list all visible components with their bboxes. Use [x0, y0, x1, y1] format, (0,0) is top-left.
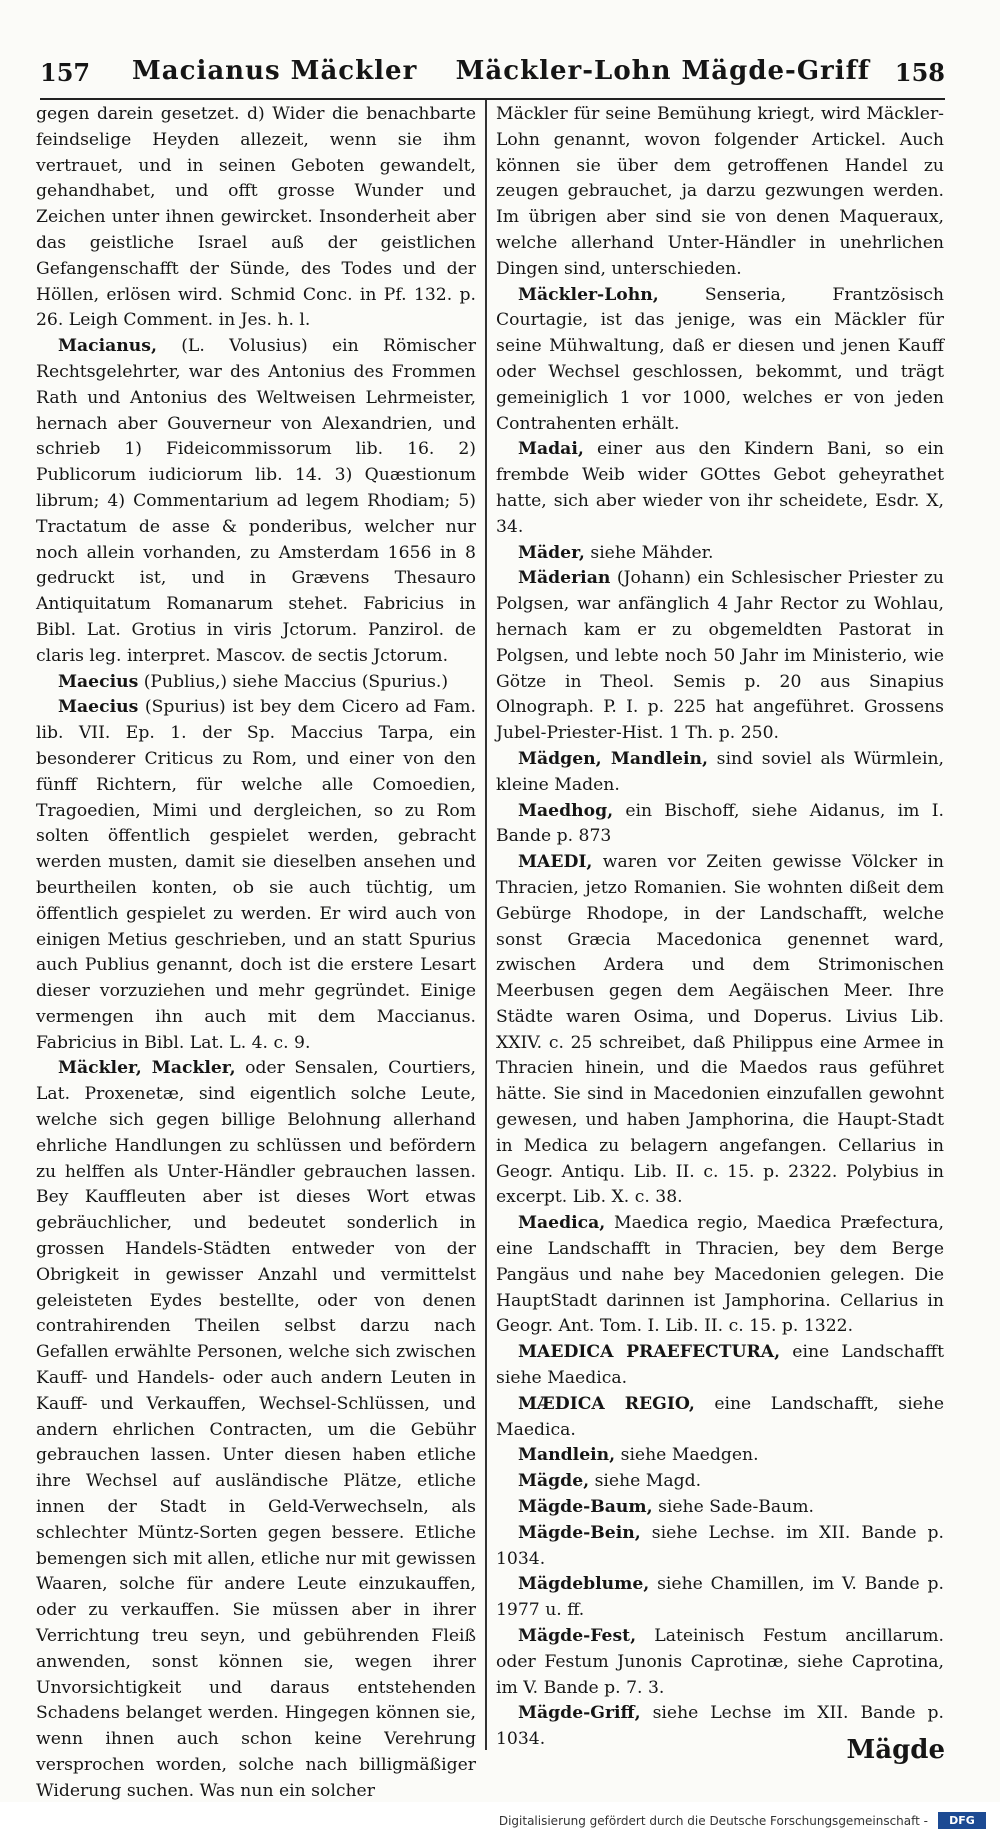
dictionary-entry	[496, 1495, 944, 1521]
dictionary-entry	[496, 1469, 944, 1495]
entry-headword: Macianus,	[58, 336, 157, 357]
dictionary-entry	[36, 670, 476, 696]
page-number-left: 157	[40, 58, 91, 87]
entry-headword: Maedica,	[518, 1213, 606, 1234]
dictionary-entry	[36, 695, 476, 1056]
entry-headword: MAEDI,	[518, 852, 593, 873]
entry-headword: Mägde-Fest,	[518, 1626, 637, 1647]
digitization-footer	[0, 1802, 1000, 1836]
dictionary-entry	[496, 1521, 944, 1573]
entry-headword: Mägde,	[518, 1471, 590, 1492]
entry-headword: Mädgen, Mandlein,	[518, 748, 708, 769]
catchword: Mägde	[846, 1735, 945, 1765]
entry-headword: Maedhog,	[518, 800, 614, 821]
dictionary-entry	[496, 1211, 944, 1340]
entry-headword: Maecius	[58, 671, 139, 692]
dictionary-entry	[496, 747, 944, 799]
entry-headword: Mandlein,	[518, 1445, 616, 1466]
running-head-left: Macianus Mäckler	[132, 56, 418, 86]
entry-text: (Publius,) siehe Maccius (Spurius.)	[138, 671, 449, 692]
entry-text: Lateinisch Festum ancillarum. oder Festum Junonis Caprotinæ, siehe Caprotina, im V. Bande p. 7. 3.	[496, 1626, 944, 1698]
entry-headword: Maecius	[58, 697, 139, 718]
entry-headword: Mäderian	[518, 568, 611, 589]
entry-headword: Mägdeblume,	[518, 1574, 650, 1595]
page-header	[40, 50, 945, 90]
entry-text: ein Bischoff, siehe Aidanus, im I. Bande p. 873	[496, 800, 944, 847]
entry-headword: Mäder,	[518, 542, 585, 563]
entry-headword: Madai,	[518, 439, 584, 460]
dictionary-entry	[496, 850, 944, 1211]
entry-text: Mäckler für seine Bemühung kriegt, wird Mäckler-Lohn genannt, wovon folgender Artickel. Auch können sie über dem getroffenen Handel zu zeugen gebrauchet, ja darzu gezwungen werden. Im übrigen aber sind sie von denen Maqueraux, welche allerhand Unter-Händler in unehrlichen Dingen sind, unterschieden.	[496, 104, 944, 279]
dictionary-entry	[496, 1392, 944, 1444]
entry-text: eine Landschafft siehe Maedica.	[496, 1342, 944, 1389]
dictionary-entry	[496, 1443, 944, 1469]
header-rule	[40, 98, 945, 100]
entry-text: (Johann) ein Schlesischer Priester zu Polgsen, war anfänglich 4 Jahr Rector zu Wohlau, hernach kam er zu obgemeldten Pastorat in Polgsen, und lebte noch 50 Jahr im Ministerio, wie Götze in Theol. Semis p. 20 aus Sinapius Olnograph. P. I. p. 225 hat angeführet. Grossens Jubel-Priester-Hist. 1 Th. p. 250.	[496, 568, 944, 744]
column-divider	[485, 100, 487, 1750]
left-column	[36, 102, 476, 1805]
footer-credit: Digitalisierung gefördert durch die Deutsche Forschungsgemeinschaft -	[498, 1814, 928, 1828]
entry-text: einer aus den Kindern Bani, so ein frembde Weib wider GOttes Gebot geheyrathet hatte, sich aber wieder von ihr scheidete, Esdr. X, 34.	[496, 439, 944, 537]
dfg-logo: DFG	[938, 1812, 986, 1829]
entry-text: siehe Maedgen.	[615, 1445, 759, 1466]
dictionary-entry	[496, 1624, 944, 1701]
right-column	[496, 102, 944, 1753]
dictionary-entry	[36, 102, 476, 334]
entry-text: siehe Chamillen, im V. Bande p. 1977 u. ff.	[496, 1574, 944, 1621]
entry-headword: Mägde-Griff,	[518, 1703, 641, 1724]
dictionary-entry	[496, 799, 944, 851]
entry-headword: Mägde-Bein,	[518, 1522, 641, 1543]
entry-headword: Mäckler-Lohn,	[518, 284, 659, 305]
dictionary-entry	[496, 566, 944, 747]
page-number-right: 158	[894, 58, 945, 87]
entry-text: (Spurius) ist bey dem Cicero ad Fam. lib. VII. Ep. 1. der Sp. Maccius Tarpa, ein besonderer Criticus zu Rom, und einer von den fünff Richtern, für welche alle Comoedien, Tragoedien, Mimi und dergleichen, so zu Rom solten öffentlich gespielet werden, gebracht werden musten, damit sie dieselben ansehen und beurtheilen konten, ob sie auch tüchtig, um öffentlich gespielet zu werden. Er wird auch von einigen Metius geschrieben, und an statt Spurius auch Publius genannt, doch ist die erstere Lesart dieser vorzuziehen und mehr gegründet. Einige vermengen ihn auch mit dem Maccianus. Fabricius in Bibl. Lat. L. 4. c. 9.	[36, 697, 476, 1053]
entry-text: siehe Sade-Baum.	[652, 1497, 814, 1518]
entry-text: siehe Mähder.	[584, 542, 714, 563]
entry-text: Senseria, Frantzösisch Courtagie, ist das jenige, was ein Mäckler für seine Mühwaltung, daß er diesen und jenen Kauff oder Wechsel geschlossen, bekommt, und trägt gemeiniglich 1 vor 1000, welches er von jeden Contrahenten erhält.	[496, 284, 944, 434]
entry-headword: Mäckler, Mackler,	[58, 1058, 236, 1079]
entry-text: eine Landschafft, siehe Maedica.	[496, 1393, 945, 1440]
dictionary-entry	[496, 283, 944, 438]
entry-text: Maedica regio, Maedica Præfectura, eine Landschafft in Thracien, bey dem Berge Pangäus und nahe bey Macedonien gelegen. Die HauptStadt darinnen ist Jamphorina. Cellarius in Geogr. Ant. Tom. I. Lib. II. c. 15. p. 1322.	[496, 1213, 944, 1337]
running-head-right: Mäckler-Lohn Mägde-Griff	[455, 56, 870, 86]
dictionary-entry	[36, 1056, 476, 1804]
entry-text: gegen darein gesetzet. d) Wider die benachbarte feindselige Heyden allezeit, wenn sie ihm vertrauet, und in seinen Geboten gewandelt, gehandhabet, und offt grosse Wunder und Zeichen unter ihnen gewircket. Insonderheit aber das geistliche Israel auß der geistlichen Gefangenschafft der Sünde, des Todes und der Höllen, erlösen wird. Schmid Conc. in Pf. 132. p. 26. Leigh Comment. in Jes. h. l.	[36, 104, 476, 331]
entry-headword: MÆDICA REGIO,	[518, 1393, 695, 1414]
entry-text: oder Sensalen, Courtiers, Lat. Proxenetæ, sind eigentlich solche Leute, welche sich gegen billige Belohnung allerhand ehrliche Handlungen zu schlüssen und befördern zu helffen als Unter-Händler gebrauchen lassen. Bey Kauffleuten aber ist dieses Wort etwas gebräuchlicher, und bedeutet sonderlich in grossen Handels-Städten entweder von der Obrigkeit in gewisser Anzahl und vermittelst geleisteten Eydes bestellte, oder von denen contrahirenden Theilen selbst darzu nach Gefallen erwählte Personen, welche sich zwischen Kauff- und Handels- oder auch andern Leuten in Kauff- und Verkauffen, Wechsel-Schlüssen, und andern ehrlichen Contracten, um die Gebühr gebrauchen lassen. Unter diesen haben etliche ihre Wechsel auf ausländische Plätze, etliche innen der Stadt in Geld-Verwechseln, als schlechter Müntz-Sorten gegen bessere. Etliche bemengen sich mit allen, etliche nur mit gewissen Waaren, solche für andere Leute einzukauffen, oder zu verkauffen. Sie müssen aber in ihrer Verrichtung treu seyn, und gebührenden Fleiß anwenden, sonst können sie, wegen ihrer Unvorsichtigkeit und daraus entstehenden Schadens belanget werden. Hingegen können sie, wenn ihnen auch schon keine Verehrung versprochen worden, solche nach billigmäßiger Widerung suchen. Was nun ein solcher	[36, 1058, 476, 1801]
entry-text: sind soviel als Würmlein, kleine Maden.	[496, 748, 944, 795]
entry-headword: MAEDICA PRAEFECTURA,	[518, 1342, 781, 1363]
entry-text: waren vor Zeiten gewisse Völcker in Thracien, jetzo Romanien. Sie wohnten dißeit dem Gebürge Rhodope, in der Landschafft, welche sonst Græcia Macedonica genennet ward, zwischen Ardera und dem Strimonischen Meerbusen gegen dem Aegäischen Meer. Ihre Städte waren Osima, und Doperus. Livius Lib. XXIV. c. 25 schreibet, daß Philippus eine Armee in Thracien hinein, und die Maedos raus geführet hätte. Sie sind in Macedonien einzufallen gewohnt gewesen, und haben Jamphorina, die Haupt-Stadt in Medica zu belagern angefangen. Cellarius in Geogr. Antiqu. Lib. II. c. 15. p. 2322. Polybius in excerpt. Lib. X. c. 38.	[496, 852, 944, 1208]
dictionary-entry	[496, 1572, 944, 1624]
dictionary-entry	[496, 102, 944, 283]
dictionary-entry	[496, 541, 944, 567]
entry-headword: Mägde-Baum,	[518, 1497, 653, 1518]
dictionary-entry	[496, 437, 944, 540]
entry-text: siehe Lechse. im XII. Bande p. 1034.	[496, 1522, 944, 1569]
entry-text: siehe Magd.	[589, 1471, 702, 1492]
dictionary-entry	[36, 334, 476, 669]
entry-text: (L. Volusius) ein Römischer Rechtsgelehrter, war des Antonius des Frommen Rath und Antonius des Weltweisen Lehrmeister, hernach aber Gouverneur von Alexandrien, und schrieb 1) Fideicommissorum lib. 16. 2) Publicorum iudiciorum lib. 14. 3) Quæstionum librum; 4) Commentarium ad legem Rhodiam; 5) Tractatum de asse & ponderibus, welcher nur noch allein vorhanden, zu Amsterdam 1656 in 8 gedruckt ist, und in Grævens Thesauro Antiquitatum Romanarum stehet. Fabricius in Bibl. Lat. Grotius in viris Jctorum. Panzirol. de claris leg. interpret. Mascov. de sectis Jctorum.	[36, 336, 476, 666]
dictionary-entry	[496, 1340, 944, 1392]
entry-text: siehe Lechse im XII. Bande p. 1034.	[496, 1703, 944, 1750]
